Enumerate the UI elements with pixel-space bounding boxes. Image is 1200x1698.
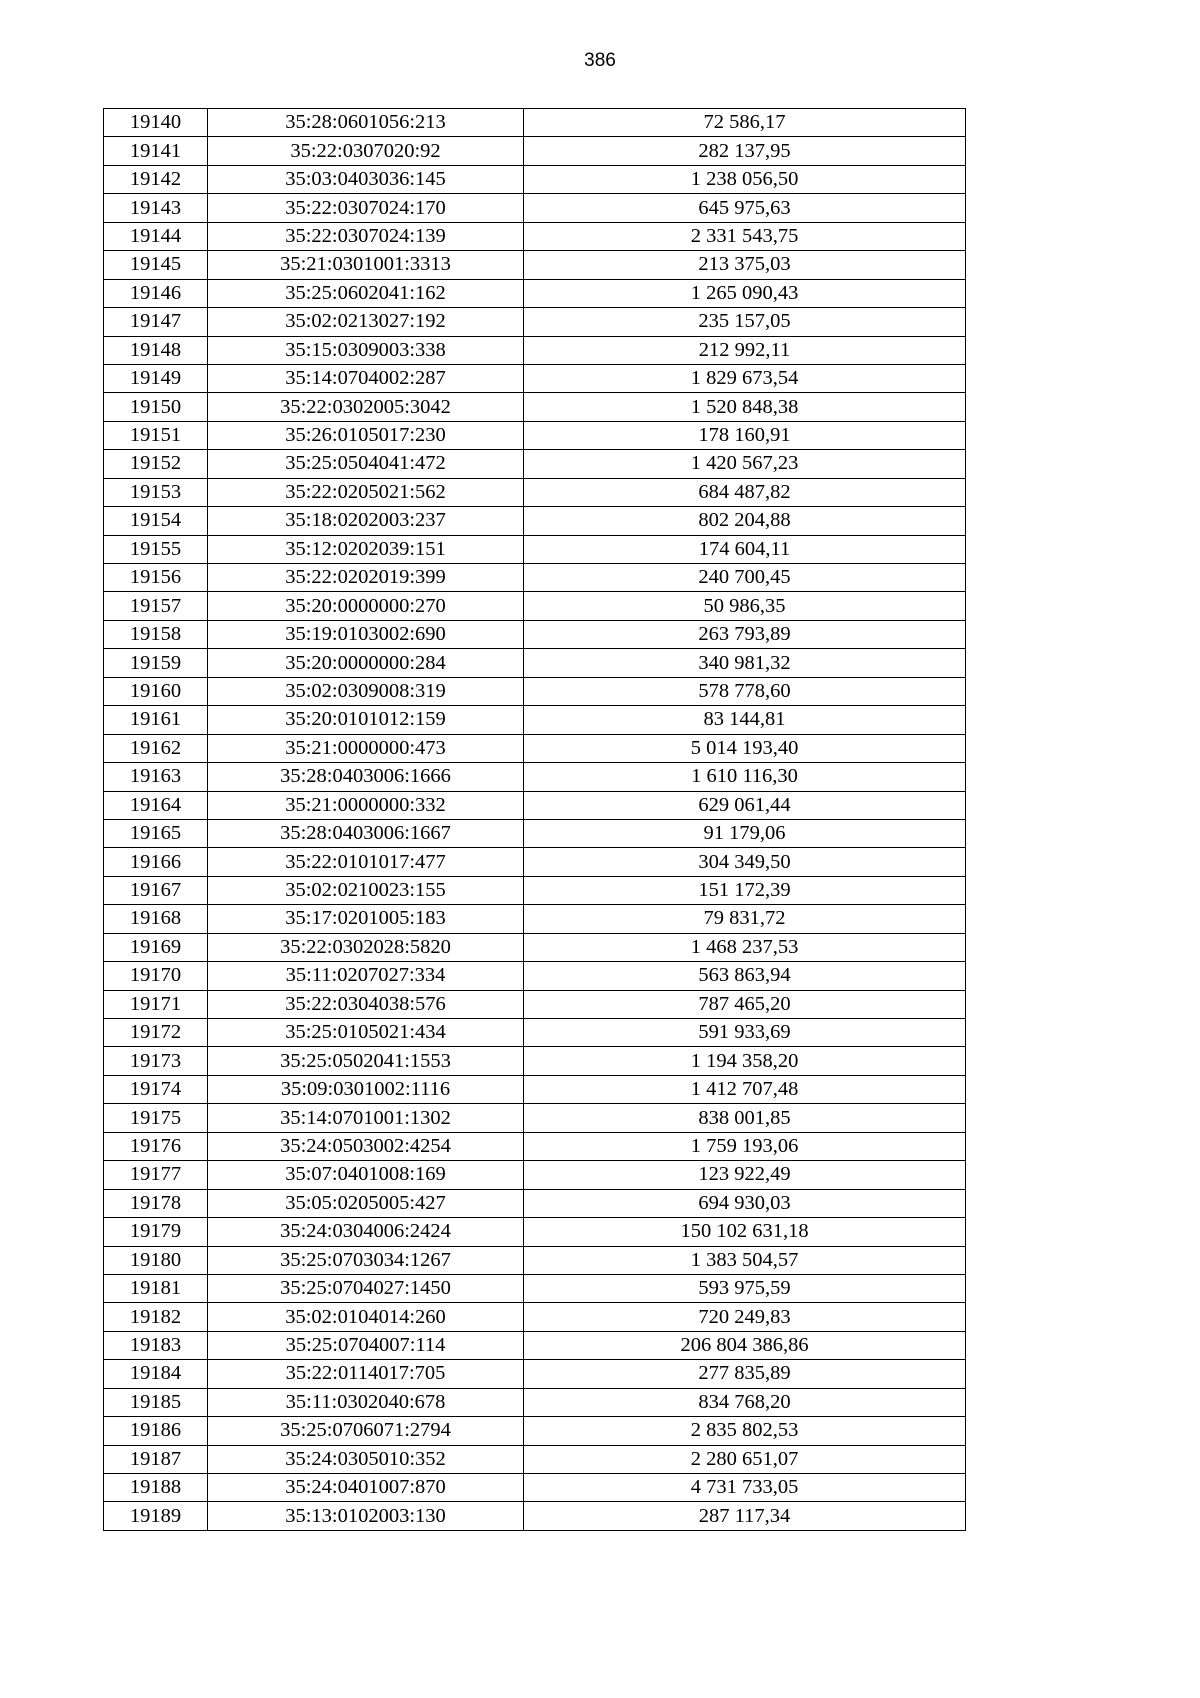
row-number-cell: 19167 [104,876,208,904]
table-row [104,962,966,990]
row-number-cell: 19145 [104,251,208,279]
cadastral-number-cell: 35:25:0704027:1450 [208,1274,524,1302]
table-row [104,450,966,478]
row-number-cell: 19179 [104,1218,208,1246]
cadastral-value-cell: 593 975,59 [524,1274,966,1302]
cadastral-value-cell: 2 331 543,75 [524,222,966,250]
table-row [104,1246,966,1274]
cadastral-value-cell: 694 930,03 [524,1189,966,1217]
row-number-cell: 19171 [104,990,208,1018]
table-row [104,137,966,165]
cadastral-value-cell: 720 249,83 [524,1303,966,1331]
cadastral-value-cell: 1 468 237,53 [524,933,966,961]
cadastral-value-cell: 83 144,81 [524,706,966,734]
cadastral-number-cell: 35:20:0000000:270 [208,592,524,620]
table-row [104,564,966,592]
table-row [104,990,966,1018]
table-row [104,1502,966,1530]
cadastral-number-cell: 35:24:0304006:2424 [208,1218,524,1246]
cadastral-number-cell: 35:19:0103002:690 [208,620,524,648]
table-row [104,620,966,648]
row-number-cell: 19142 [104,165,208,193]
table-row [104,592,966,620]
cadastral-number-cell: 35:14:0704002:287 [208,364,524,392]
table-row [104,336,966,364]
row-number-cell: 19165 [104,819,208,847]
cadastral-value-cell: 287 117,34 [524,1502,966,1530]
cadastral-number-cell: 35:02:0104014:260 [208,1303,524,1331]
table-row [104,1274,966,1302]
cadastral-number-cell: 35:25:0706071:2794 [208,1417,524,1445]
row-number-cell: 19156 [104,564,208,592]
table-row [104,393,966,421]
row-number-cell: 19186 [104,1417,208,1445]
row-number-cell: 19158 [104,620,208,648]
table-row [104,905,966,933]
cadastral-number-cell: 35:25:0502041:1553 [208,1047,524,1075]
cadastral-value-cell: 91 179,06 [524,819,966,847]
cadastral-value-cell: 629 061,44 [524,791,966,819]
table-row [104,364,966,392]
cadastral-number-cell: 35:13:0102003:130 [208,1502,524,1530]
cadastral-value-cell: 1 610 116,30 [524,763,966,791]
row-number-cell: 19182 [104,1303,208,1331]
cadastral-value-cell: 340 981,32 [524,649,966,677]
table-row [104,222,966,250]
table-row [104,251,966,279]
cadastral-value-cell: 1 420 567,23 [524,450,966,478]
row-number-cell: 19162 [104,734,208,762]
cadastral-value-cell: 1 194 358,20 [524,1047,966,1075]
row-number-cell: 19148 [104,336,208,364]
row-number-cell: 19163 [104,763,208,791]
cadastral-value-cell: 684 487,82 [524,478,966,506]
table-row [104,279,966,307]
row-number-cell: 19177 [104,1161,208,1189]
cadastral-number-cell: 35:24:0401007:870 [208,1474,524,1502]
cadastral-number-cell: 35:25:0704007:114 [208,1331,524,1359]
cadastral-number-cell: 35:24:0305010:352 [208,1445,524,1473]
table-row [104,308,966,336]
table-row [104,1360,966,1388]
cadastral-number-cell: 35:22:0205021:562 [208,478,524,506]
cadastral-value-cell: 79 831,72 [524,905,966,933]
table-row [104,1161,966,1189]
row-number-cell: 19160 [104,677,208,705]
cadastral-value-cell: 263 793,89 [524,620,966,648]
cadastral-number-cell: 35:22:0114017:705 [208,1360,524,1388]
cadastral-number-cell: 35:11:0207027:334 [208,962,524,990]
table-row [104,1218,966,1246]
row-number-cell: 19140 [104,109,208,137]
cadastral-value-cell: 787 465,20 [524,990,966,1018]
row-number-cell: 19159 [104,649,208,677]
table-body [104,109,966,1531]
table-row [104,1104,966,1132]
cadastral-value-cell: 1 759 193,06 [524,1132,966,1160]
row-number-cell: 19184 [104,1360,208,1388]
table-row [104,791,966,819]
cadastral-value-cell: 178 160,91 [524,421,966,449]
cadastral-value-cell: 150 102 631,18 [524,1218,966,1246]
cadastral-value-cell: 50 986,35 [524,592,966,620]
cadastral-number-cell: 35:25:0602041:162 [208,279,524,307]
table-row [104,1047,966,1075]
cadastral-number-cell: 35:22:0302028:5820 [208,933,524,961]
row-number-cell: 19157 [104,592,208,620]
table-row [104,1189,966,1217]
row-number-cell: 19180 [104,1246,208,1274]
cadastral-value-cell: 2 835 802,53 [524,1417,966,1445]
cadastral-value-cell: 591 933,69 [524,1019,966,1047]
row-number-cell: 19143 [104,194,208,222]
row-number-cell: 19185 [104,1388,208,1416]
row-number-cell: 19173 [104,1047,208,1075]
cadastral-number-cell: 35:22:0202019:399 [208,564,524,592]
cadastral-value-cell: 645 975,63 [524,194,966,222]
table-row [104,109,966,137]
table-row [104,677,966,705]
table-row [104,165,966,193]
row-number-cell: 19141 [104,137,208,165]
row-number-cell: 19181 [104,1274,208,1302]
row-number-cell: 19149 [104,364,208,392]
row-number-cell: 19147 [104,308,208,336]
cadastral-number-cell: 35:24:0503002:4254 [208,1132,524,1160]
cadastral-number-cell: 35:02:0213027:192 [208,308,524,336]
cadastral-value-cell: 1 829 673,54 [524,364,966,392]
row-number-cell: 19168 [104,905,208,933]
table-row [104,848,966,876]
row-number-cell: 19183 [104,1331,208,1359]
cadastral-number-cell: 35:02:0309008:319 [208,677,524,705]
table-row [104,649,966,677]
cadastral-value-cell: 1 520 848,38 [524,393,966,421]
cadastral-number-cell: 35:18:0202003:237 [208,507,524,535]
table-row [104,1474,966,1502]
cadastral-number-cell: 35:22:0307024:139 [208,222,524,250]
cadastral-value-cell: 563 863,94 [524,962,966,990]
row-number-cell: 19175 [104,1104,208,1132]
cadastral-number-cell: 35:05:0205005:427 [208,1189,524,1217]
cadastral-value-cell: 802 204,88 [524,507,966,535]
cadastral-value-cell: 277 835,89 [524,1360,966,1388]
cadastral-value-cell: 1 238 056,50 [524,165,966,193]
cadastral-number-cell: 35:07:0401008:169 [208,1161,524,1189]
table-row [104,507,966,535]
cadastral-value-cell: 123 922,49 [524,1161,966,1189]
cadastral-number-cell: 35:20:0101012:159 [208,706,524,734]
cadastral-value-cell: 1 412 707,48 [524,1075,966,1103]
table-row [104,819,966,847]
row-number-cell: 19153 [104,478,208,506]
row-number-cell: 19166 [104,848,208,876]
cadastral-value-cell: 2 280 651,07 [524,1445,966,1473]
cadastral-number-cell: 35:11:0302040:678 [208,1388,524,1416]
cadastral-number-cell: 35:21:0301001:3313 [208,251,524,279]
cadastral-number-cell: 35:26:0105017:230 [208,421,524,449]
table-row [104,734,966,762]
row-number-cell: 19188 [104,1474,208,1502]
cadastral-number-cell: 35:22:0304038:576 [208,990,524,1018]
table-row [104,1331,966,1359]
cadastral-number-cell: 35:02:0210023:155 [208,876,524,904]
cadastral-value-table [103,108,966,1531]
cadastral-value-cell: 213 375,03 [524,251,966,279]
cadastral-number-cell: 35:28:0403006:1667 [208,819,524,847]
cadastral-value-cell: 235 157,05 [524,308,966,336]
table-row [104,1019,966,1047]
cadastral-number-cell: 35:03:0403036:145 [208,165,524,193]
cadastral-value-cell: 206 804 386,86 [524,1331,966,1359]
cadastral-value-cell: 4 731 733,05 [524,1474,966,1502]
row-number-cell: 19187 [104,1445,208,1473]
cadastral-number-cell: 35:25:0703034:1267 [208,1246,524,1274]
cadastral-value-cell: 282 137,95 [524,137,966,165]
table-row [104,1132,966,1160]
cadastral-value-cell: 1 265 090,43 [524,279,966,307]
row-number-cell: 19176 [104,1132,208,1160]
cadastral-number-cell: 35:22:0307020:92 [208,137,524,165]
table-row [104,1303,966,1331]
cadastral-number-cell: 35:21:0000000:332 [208,791,524,819]
table-row [104,194,966,222]
cadastral-value-cell: 240 700,45 [524,564,966,592]
row-number-cell: 19155 [104,535,208,563]
row-number-cell: 19178 [104,1189,208,1217]
table-row [104,1388,966,1416]
table-row [104,763,966,791]
row-number-cell: 19169 [104,933,208,961]
table-row [104,706,966,734]
cadastral-number-cell: 35:28:0403006:1666 [208,763,524,791]
cadastral-number-cell: 35:25:0504041:472 [208,450,524,478]
cadastral-number-cell: 35:28:0601056:213 [208,109,524,137]
row-number-cell: 19150 [104,393,208,421]
cadastral-number-cell: 35:20:0000000:284 [208,649,524,677]
cadastral-value-cell: 838 001,85 [524,1104,966,1132]
row-number-cell: 19172 [104,1019,208,1047]
cadastral-value-cell: 1 383 504,57 [524,1246,966,1274]
cadastral-number-cell: 35:12:0202039:151 [208,535,524,563]
table-row [104,1417,966,1445]
table-row [104,1445,966,1473]
cadastral-value-cell: 834 768,20 [524,1388,966,1416]
page-number: 386 [584,50,616,71]
cadastral-value-cell: 304 349,50 [524,848,966,876]
cadastral-number-cell: 35:15:0309003:338 [208,336,524,364]
row-number-cell: 19151 [104,421,208,449]
row-number-cell: 19170 [104,962,208,990]
table-row [104,535,966,563]
cadastral-value-cell: 72 586,17 [524,109,966,137]
table-row [104,876,966,904]
row-number-cell: 19154 [104,507,208,535]
cadastral-number-cell: 35:17:0201005:183 [208,905,524,933]
row-number-cell: 19189 [104,1502,208,1530]
row-number-cell: 19174 [104,1075,208,1103]
cadastral-number-cell: 35:22:0101017:477 [208,848,524,876]
cadastral-value-cell: 174 604,11 [524,535,966,563]
table-row [104,1075,966,1103]
row-number-cell: 19152 [104,450,208,478]
cadastral-number-cell: 35:21:0000000:473 [208,734,524,762]
cadastral-value-cell: 151 172,39 [524,876,966,904]
cadastral-number-cell: 35:22:0307024:170 [208,194,524,222]
cadastral-number-cell: 35:25:0105021:434 [208,1019,524,1047]
cadastral-number-cell: 35:22:0302005:3042 [208,393,524,421]
cadastral-value-cell: 5 014 193,40 [524,734,966,762]
cadastral-value-cell: 212 992,11 [524,336,966,364]
cadastral-number-cell: 35:09:0301002:1116 [208,1075,524,1103]
row-number-cell: 19144 [104,222,208,250]
row-number-cell: 19164 [104,791,208,819]
cadastral-value-cell: 578 778,60 [524,677,966,705]
row-number-cell: 19146 [104,279,208,307]
table-row [104,421,966,449]
cadastral-number-cell: 35:14:0701001:1302 [208,1104,524,1132]
table-row [104,933,966,961]
row-number-cell: 19161 [104,706,208,734]
table-row [104,478,966,506]
